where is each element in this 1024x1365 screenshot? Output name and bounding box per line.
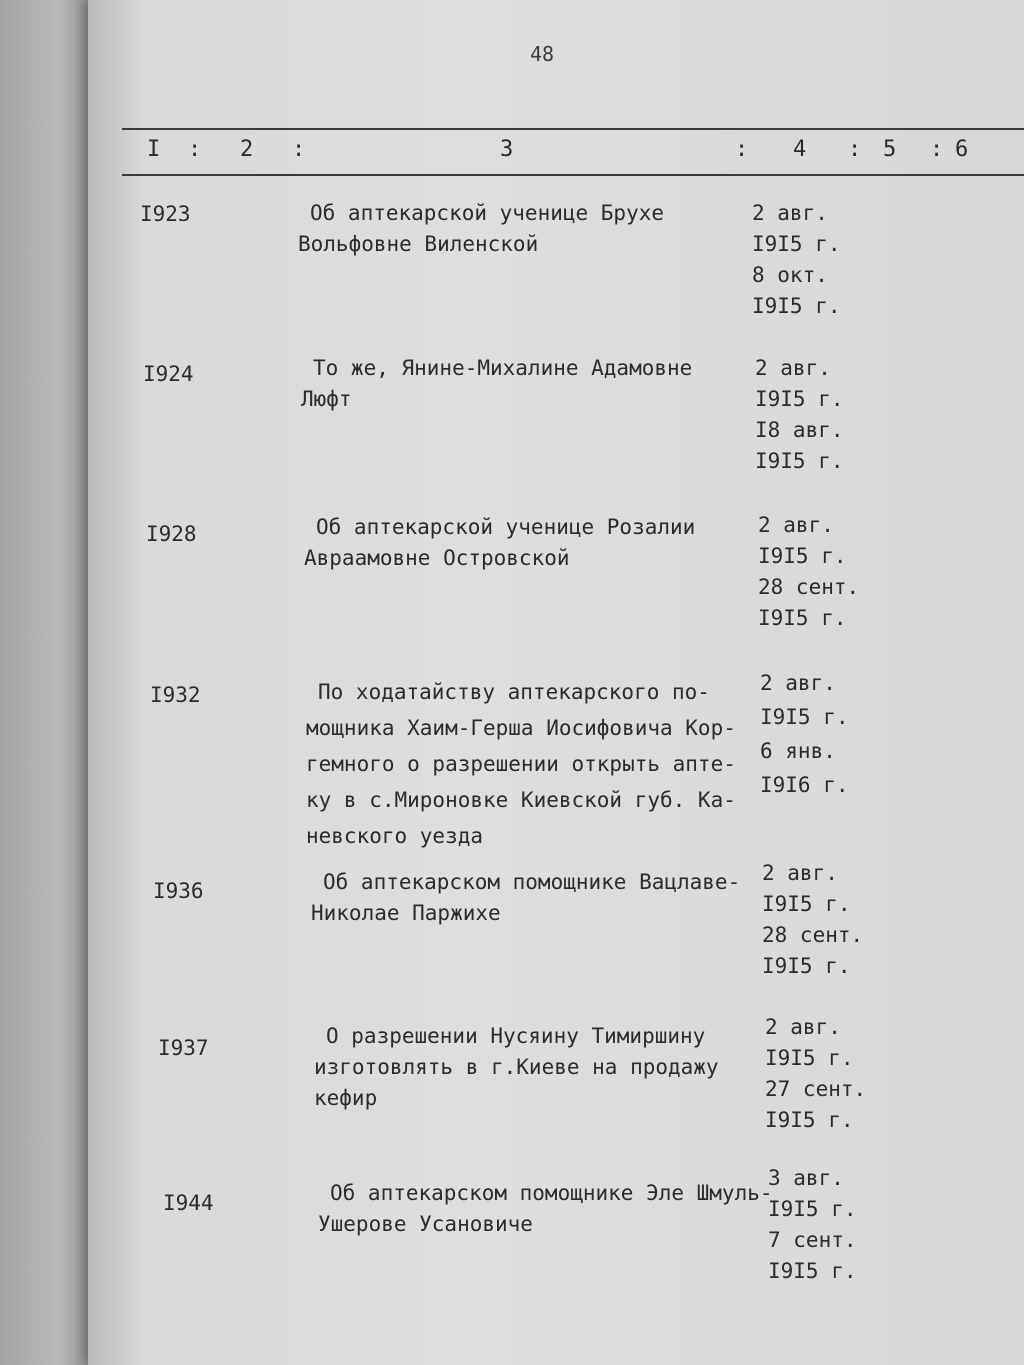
date-line: 2 авг. [762,861,838,885]
description-line: ку в с.Мироновке Киевской губ. Ка- [306,788,736,812]
header-col-5: 5 [883,137,897,162]
description-line: Об аптекарской ученице Розалии [316,515,696,539]
date-line: I9I5 г. [762,892,851,916]
date-line: I9I5 г. [758,606,847,630]
description-line: невского уезда [306,824,484,848]
date-line: I9I6 г. [760,773,849,797]
date-line: I9I5 г. [755,449,844,473]
description-line: Вольфовне Виленской [298,232,539,256]
date-line: I9I5 г. [765,1108,854,1132]
header-top-rule [122,128,1024,130]
header-bottom-rule [122,174,1024,176]
record-dates [768,1163,857,1287]
description-line: гемного о разрешении открыть апте- [306,752,736,776]
header-separator: : [735,137,749,162]
header-col-2: 2 [240,137,254,162]
date-line: 2 авг. [765,1015,841,1039]
date-line: I9I5 г. [768,1259,857,1283]
header-col-3: 3 [500,137,514,162]
date-line: I9I5 г. [765,1046,854,1070]
record-dates [762,858,863,982]
date-line: I9I5 г. [752,232,841,256]
facing-page [0,0,96,1365]
record-description [304,512,696,574]
description-line: Ушерове Усановиче [318,1212,533,1236]
date-line: I9I5 г. [758,544,847,568]
description-line: О разрешении Нусяину Тимиршину [326,1024,706,1048]
record-dates [758,510,859,634]
date-line: I9I5 г. [760,705,849,729]
header-separator: : [292,137,306,162]
record-number: I936 [153,879,204,903]
date-line: 7 сент. [768,1228,857,1252]
description-line: Об аптекарском помощнике Эле Шмуль- [330,1181,773,1205]
date-line: 2 авг. [758,513,834,537]
header-separator: : [930,137,944,162]
record-number: I928 [146,522,197,546]
date-line: 8 окт. [752,263,828,287]
description-line: изготовлять в г.Киеве на продажу [314,1055,719,1079]
record-number: I932 [150,683,201,707]
date-line: I9I5 г. [755,387,844,411]
record-description [298,198,665,260]
description-line: То же, Янине-Михалине Адамовне [313,356,693,380]
description-line: кефир [314,1086,378,1110]
date-line: 2 авг. [760,671,836,695]
header-col-6: 6 [955,137,969,162]
date-line: 6 янв. [760,739,836,763]
record-number: I937 [158,1036,209,1060]
record-dates [760,666,849,802]
description-line: Об аптекарской ученице Брухе [310,201,665,225]
date-line: 2 авг. [755,356,831,380]
date-line: 27 сент. [765,1077,867,1101]
description-line: мощника Хаим-Герша Иосифовича Кор- [306,716,736,740]
date-line: 3 авг. [768,1166,844,1190]
record-description [314,1021,719,1114]
record-dates [765,1012,866,1136]
date-line: I8 авг. [755,418,844,442]
record-number: I923 [140,202,191,226]
page-number: 48 [530,42,555,66]
description-line: Авраамовне Островской [304,546,570,570]
header-separator: : [188,137,202,162]
description-line: Люфт [301,387,352,411]
header-separator: : [848,137,862,162]
record-description [306,674,736,854]
record-number: I944 [163,1191,214,1215]
header-col-4: 4 [793,137,807,162]
record-dates [752,198,841,322]
date-line: 28 сент. [762,923,864,947]
date-line: 28 сент. [758,575,860,599]
date-line: 2 авг. [752,201,828,225]
record-description [311,867,741,929]
record-number: I924 [143,362,194,386]
record-description [318,1178,773,1240]
description-line: По ходатайству аптекарского по- [318,680,710,704]
header-col-1: I [147,137,161,162]
description-line: Николае Паржихе [311,901,501,925]
record-dates [755,353,844,477]
date-line: I9I5 г. [752,294,841,318]
date-line: I9I5 г. [768,1197,857,1221]
record-description [301,353,693,415]
description-line: Об аптекарском помощнике Вацлаве- [323,870,741,894]
date-line: I9I5 г. [762,954,851,978]
